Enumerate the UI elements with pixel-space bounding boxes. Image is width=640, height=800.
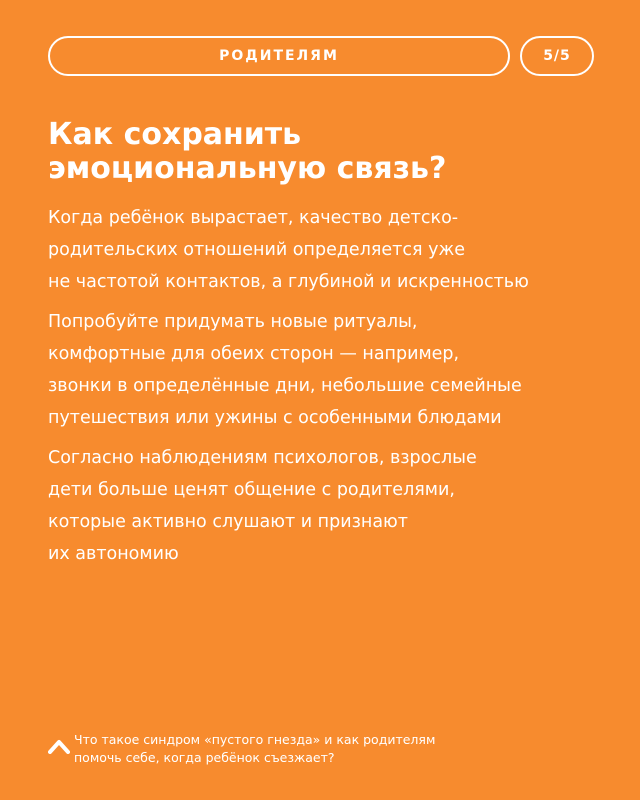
paragraph-1	[48, 202, 618, 298]
footer-line: помочь себе, когда ребёнок съезжает?	[74, 750, 335, 765]
paragraph-line: путешествия или ужины с особенными блюдами	[48, 408, 502, 428]
paragraph-3	[48, 442, 618, 570]
next-article-link[interactable]	[48, 731, 608, 771]
page-title	[48, 118, 608, 186]
title-line: эмоциональную связь?	[48, 151, 447, 186]
paragraph-line: звонки в определённые дни, небольшие семейные	[48, 376, 522, 396]
paragraph-line: Когда ребёнок вырастает, качество детско-	[48, 208, 459, 228]
paragraph-line: не частотой контактов, а глубиной и искренностью	[48, 272, 529, 292]
paragraph-line: родительских отношений определяется уже	[48, 240, 465, 260]
page-counter-label: 5/5	[543, 48, 571, 64]
category-label: РОДИТЕЛЯМ	[219, 48, 339, 64]
chevron-up-icon	[48, 738, 70, 754]
paragraph-line: которые активно слушают и признают	[48, 512, 408, 532]
paragraph-line: Согласно наблюдениям психологов, взрослые	[48, 448, 477, 468]
paragraph-line: их автономию	[48, 544, 179, 564]
footer-line: Что такое синдром «пустого гнезда» и как родителям	[74, 732, 436, 747]
paragraph-line: комфортные для обеих сторон — например,	[48, 344, 460, 364]
paragraph-line: дети больше ценят общение с родителями,	[48, 480, 455, 500]
title-line: Как сохранить	[48, 117, 302, 152]
header	[48, 36, 594, 76]
paragraph-2	[48, 306, 618, 434]
paragraph-line: Попробуйте придумать новые ритуалы,	[48, 312, 418, 332]
page-counter	[520, 36, 594, 76]
category-pill[interactable]	[48, 36, 510, 76]
next-article-text	[74, 731, 435, 767]
